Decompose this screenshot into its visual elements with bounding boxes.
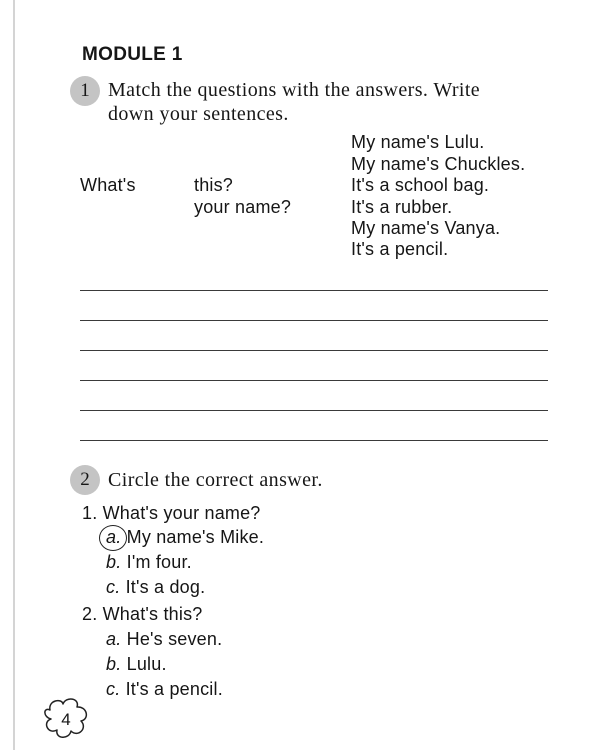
question-2-option-c[interactable] [106, 679, 223, 700]
option-text: My name's Mike. [126, 527, 265, 547]
writing-line[interactable] [80, 410, 548, 411]
question-2-option-b[interactable] [106, 654, 167, 675]
option-text: I'm four. [126, 552, 192, 572]
question-ending-2: your name? [194, 197, 292, 217]
answer-item: It's a rubber. [351, 197, 453, 217]
question-1-option-c[interactable] [106, 577, 205, 598]
question-ending-1: this? [194, 175, 234, 195]
exercise-2-number: 2 [70, 465, 100, 495]
answer-item: It's a school bag. [351, 175, 490, 195]
question-2-option-a[interactable] [106, 629, 222, 650]
writing-line[interactable] [80, 440, 548, 441]
option-text: It's a pencil. [125, 679, 223, 699]
option-text: He's seven. [126, 629, 223, 649]
page-edge-line [13, 0, 15, 750]
option-letter: a. [106, 527, 122, 547]
option-text: Lulu. [126, 654, 167, 674]
writing-line[interactable] [80, 290, 548, 291]
exercise-1-instruction-line-1: Match the questions with the answers. Write [108, 79, 481, 101]
question-2-text: 2. What's this? [82, 604, 203, 624]
answer-item: My name's Chuckles. [351, 154, 526, 174]
writing-line[interactable] [80, 320, 548, 321]
option-letter: b. [106, 552, 122, 572]
option-letter: b. [106, 654, 122, 674]
exercise-1-instruction-line-2: down your sentences. [108, 103, 289, 125]
answer-item: My name's Vanya. [351, 218, 501, 238]
option-letter: c. [106, 679, 121, 699]
writing-line[interactable] [80, 380, 548, 381]
question-1-text: 1. What's your name? [82, 503, 261, 523]
option-text: It's a dog. [125, 577, 206, 597]
exercise-1-number: 1 [70, 76, 100, 106]
question-start: What's [80, 175, 136, 195]
question-1-option-b[interactable] [106, 552, 192, 573]
writing-line[interactable] [80, 350, 548, 351]
answer-item: My name's Lulu. [351, 132, 485, 152]
option-letter: c. [106, 577, 121, 597]
question-1-option-a[interactable] [106, 527, 264, 548]
exercise-2-instruction: Circle the correct answer. [108, 469, 323, 491]
answer-item: It's a pencil. [351, 239, 449, 259]
module-title: MODULE 1 [82, 44, 183, 65]
page-number-flower-icon [40, 695, 94, 741]
option-letter: a. [106, 629, 122, 649]
page-number: 4 [61, 710, 71, 729]
